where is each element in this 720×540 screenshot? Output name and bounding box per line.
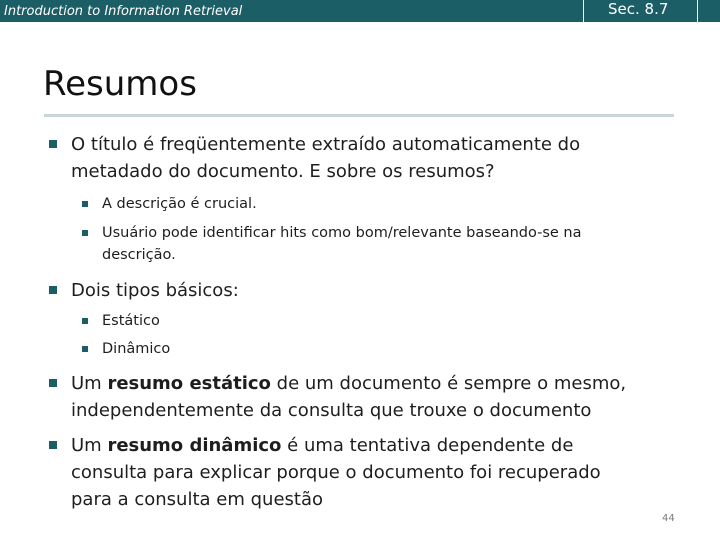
bullet-marker (49, 379, 57, 387)
sub-bullet-text: Usuário pode identificar hits como bom/relevante baseando-se na (102, 225, 582, 241)
slide-title: Resumos (43, 64, 197, 104)
sub-bullet-item (102, 310, 160, 332)
sub-bullet-item (102, 193, 257, 215)
bullet-text: Dois tipos básicos: (71, 280, 239, 301)
section-label-box (583, 0, 698, 22)
bullet-item (71, 131, 580, 185)
bullet-item (71, 277, 239, 304)
sub-bullet-marker (82, 318, 88, 324)
sub-bullet-text: Estático (102, 313, 160, 329)
sub-bullet-marker (82, 346, 88, 352)
sub-bullet-text: descrição. (102, 247, 176, 263)
title-divider (44, 114, 674, 117)
bullet-text: O título é freqüentemente extraído automaticamente do (71, 134, 581, 155)
bullet-marker (49, 441, 57, 449)
bullet-text: é uma tentativa dependente de (281, 435, 574, 456)
course-title: Introduction to Information Retrieval (4, 4, 243, 19)
bullet-text: de um documento é sempre o mesmo, (270, 373, 627, 394)
bullet-text: independentemente da consulta que trouxe o documento (71, 400, 592, 421)
sub-bullet-marker (82, 201, 88, 207)
bullet-marker (49, 140, 57, 148)
bullet-marker (49, 286, 57, 294)
bullet-text: para a consulta em questão (71, 489, 323, 510)
bullet-text-line (71, 370, 626, 397)
sub-bullet-text: A descrição é crucial. (102, 196, 257, 212)
bullet-item (71, 370, 626, 424)
bullet-text: consulta para explicar porque o documento foi recuperado (71, 462, 601, 483)
bullet-text-line (71, 432, 601, 459)
bullet-text: metadado do documento. E sobre os resumos? (71, 161, 495, 182)
bullet-text: Um (71, 373, 108, 394)
sub-bullet-item (102, 222, 582, 266)
bullet-text: Um (71, 435, 108, 456)
sub-bullet-marker (82, 230, 88, 236)
sub-bullet-item (102, 338, 170, 360)
bullet-emphasis: resumo dinâmico (107, 435, 282, 456)
bullet-emphasis: resumo estático (107, 373, 271, 394)
bullet-item (71, 432, 601, 513)
page-number: 44 (662, 513, 675, 524)
sub-bullet-text: Dinâmico (102, 341, 171, 357)
section-label: Sec. 8.7 (608, 0, 669, 18)
